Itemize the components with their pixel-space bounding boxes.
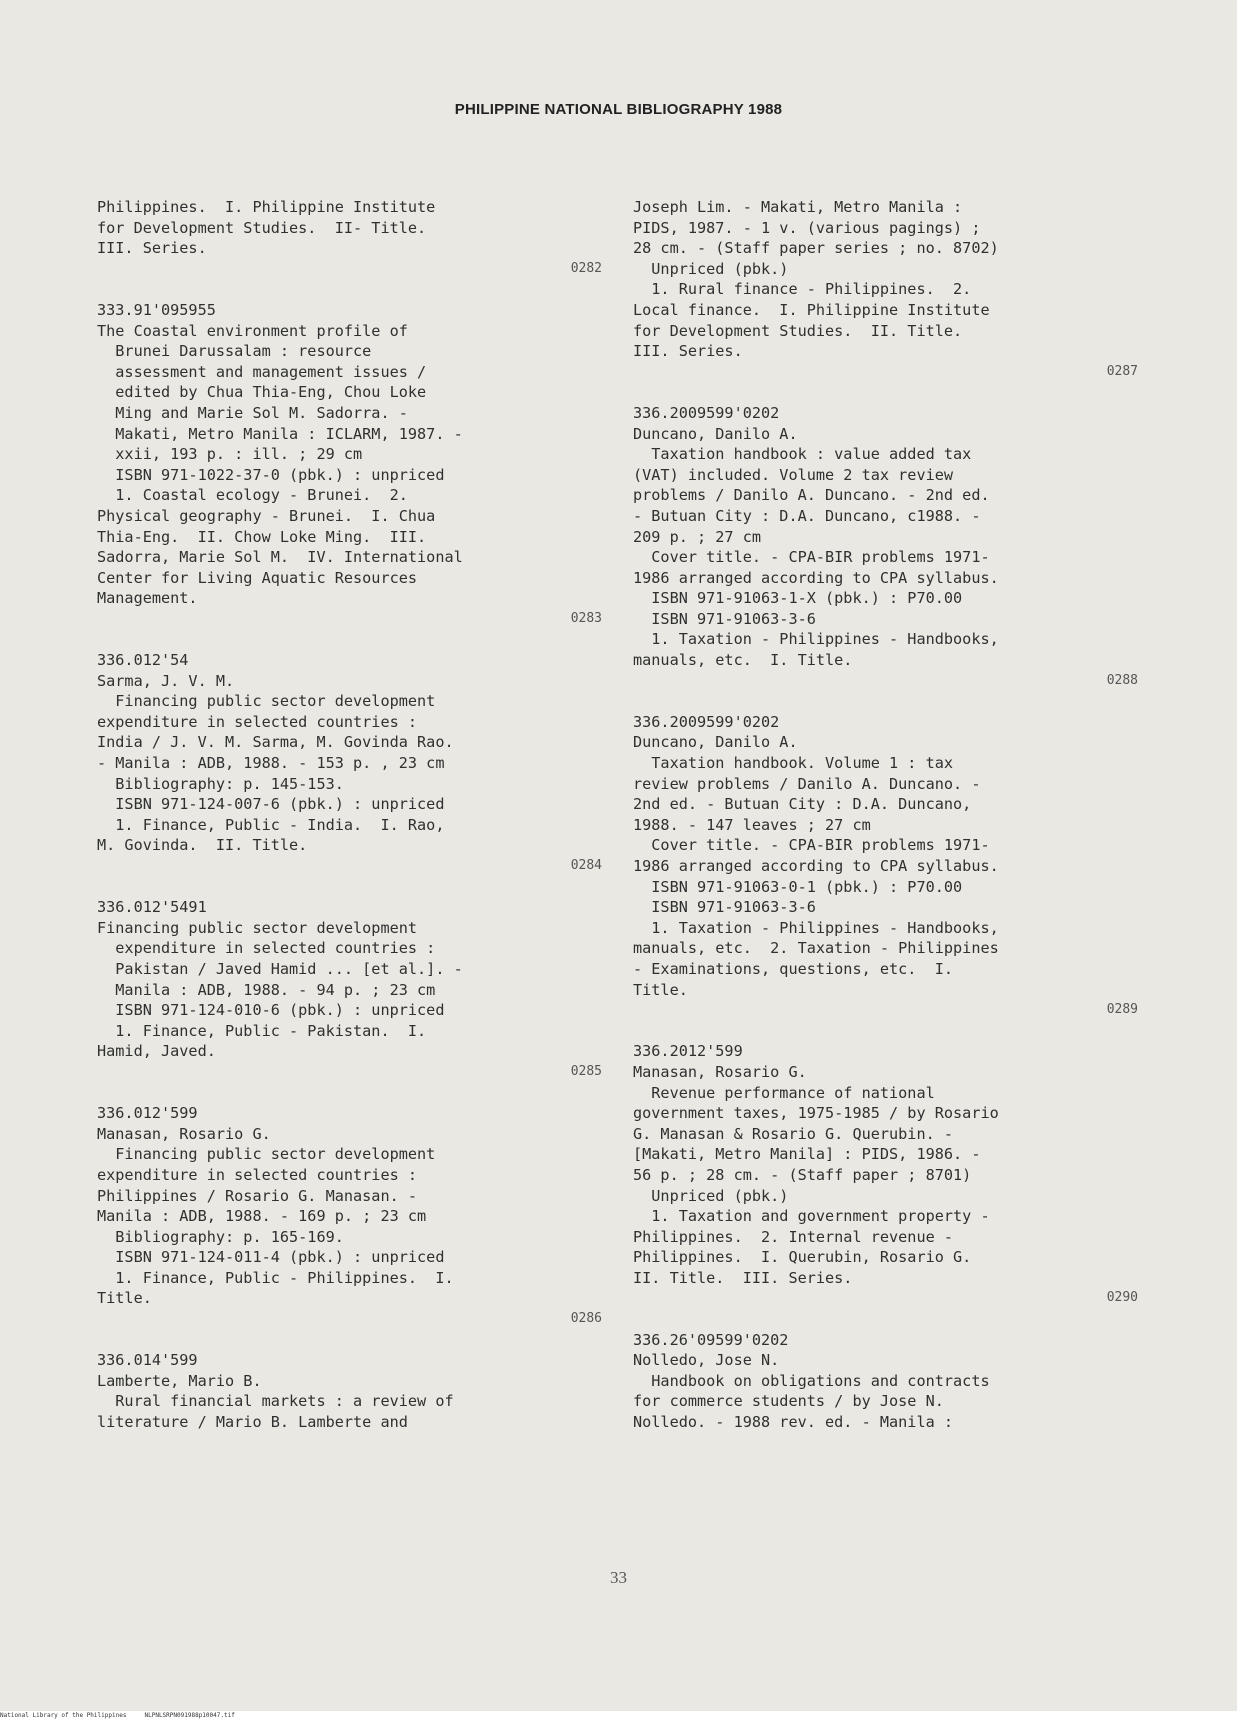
- right-column: [633, 197, 1138, 1433]
- entry-line: expenditure in selected countries :: [97, 712, 418, 731]
- entry-line: Brunei Darussalam : resource: [97, 342, 372, 361]
- bibliography-entry: [633, 712, 1138, 1021]
- entry-line: Cover title. - CPA-BIR problems 1971-: [633, 548, 990, 567]
- entry-spacer: [97, 279, 602, 300]
- entry-spacer: [97, 1330, 602, 1351]
- entry-number: 0282: [570, 260, 602, 276]
- entry-line: - Manila : ADB, 1988. - 153 p. , 23 cm: [97, 754, 445, 773]
- entry-line: manuals, etc. 2. Taxation - Philippines: [633, 939, 999, 958]
- entry-line: 1. Taxation and government property -: [633, 1207, 990, 1226]
- bibliography-entry: [97, 650, 602, 877]
- entry-spacer: [633, 382, 1138, 403]
- entry-number: 0289: [1106, 1002, 1138, 1018]
- bibliography-entry: [97, 897, 602, 1082]
- entry-number: 0283: [570, 610, 602, 626]
- entry-line: Philippines / Rosario G. Manasan. -: [97, 1186, 418, 1205]
- entry-line: Handbook on obligations and contracts: [633, 1371, 990, 1390]
- left-column: [97, 197, 602, 1433]
- entry-line: Joseph Lim. - Makati, Metro Manila :: [633, 198, 963, 216]
- entry-line: The Coastal environment profile of: [97, 321, 408, 340]
- entry-line: problems / Danilo A. Duncano. - 2nd ed.: [633, 486, 990, 505]
- page-header: PHILIPPINE NATIONAL BIBLIOGRAPHY 1988: [454, 101, 783, 118]
- entry-line: 336.26'09599'0202: [633, 1330, 789, 1349]
- entry-line: 336.2009599'0202: [633, 403, 780, 422]
- entry-line: Cover title. - CPA-BIR problems 1971-: [633, 836, 990, 855]
- entry-line: M. Govinda. II. Title.: [97, 836, 308, 855]
- entry-spacer: [97, 877, 602, 898]
- entry-line: 1986 arranged according to CPA syllabus.: [633, 568, 999, 587]
- entry-line: 56 p. ; 28 cm. - (Staff paper ; 8701): [633, 1165, 972, 1184]
- bibliography-entry: [633, 197, 1138, 382]
- entry-line: - Butuan City : D.A. Duncano, c1988. -: [633, 506, 981, 525]
- entry-line: 336.014'599: [97, 1351, 198, 1370]
- entry-line: xxii, 193 p. : ill. ; 29 cm: [97, 445, 363, 464]
- entry-line: Duncano, Danilo A.: [633, 424, 798, 443]
- entry-line: 1. Taxation - Philippines - Handbooks,: [633, 630, 999, 649]
- entry-line: III. Series.: [97, 239, 207, 258]
- bibliography-entry: [97, 300, 602, 630]
- entry-line: 1. Finance, Public - Philippines. I.: [97, 1268, 454, 1287]
- entry-line: Duncano, Danilo A.: [633, 733, 798, 752]
- entry-line: Manila : ADB, 1988. - 169 p. ; 23 cm: [97, 1207, 427, 1226]
- entry-line: 209 p. ; 27 cm: [633, 527, 762, 546]
- entry-line: ISBN 971-91063-0-1 (pbk.) : P70.00: [633, 877, 963, 896]
- entry-line: 336.012'5491: [97, 898, 207, 917]
- entry-line: 1986 arranged according to CPA syllabus.: [633, 857, 999, 875]
- entry-line: ISBN 971-124-010-6 (pbk.) : unpriced: [97, 1001, 445, 1020]
- entry-line: Unpriced (pbk.): [633, 259, 789, 278]
- entry-line: Sadorra, Marie Sol M. IV. International: [97, 548, 463, 567]
- entry-line: (VAT) included. Volume 2 tax review: [633, 465, 954, 484]
- bibliography-entry: [97, 1350, 602, 1432]
- entry-number: 0290: [1106, 1290, 1138, 1306]
- entry-number: 0285: [570, 1063, 602, 1079]
- entry-line: PIDS, 1987. - 1 v. (various pagings) ;: [633, 218, 981, 237]
- entry-line: 1. Rural finance - Philippines. 2.: [633, 280, 972, 299]
- entry-line: 336.012'599: [97, 1104, 198, 1123]
- entry-line: Makati, Metro Manila : ICLARM, 1987. -: [97, 424, 463, 443]
- entry-line: review problems / Danilo A. Duncano. -: [633, 774, 981, 793]
- footer-source: National Library of the Philippines: [0, 1712, 127, 1719]
- scan-footer: [0, 1711, 1237, 1720]
- entry-line: Hamid, Javed.: [97, 1042, 216, 1061]
- entry-line: expenditure in selected countries :: [97, 1165, 418, 1184]
- entry-line: - Examinations, questions, etc. I.: [633, 959, 954, 978]
- entry-spacer: [633, 1309, 1138, 1330]
- entry-line: Nolledo. - 1988 rev. ed. - Manila :: [633, 1413, 954, 1432]
- entry-number: 0286: [570, 1311, 602, 1327]
- entry-line: 333.91'095955: [97, 300, 216, 319]
- entry-line: Physical geography - Brunei. I. Chua: [97, 506, 436, 525]
- entry-line: Bibliography: p. 145-153.: [97, 774, 344, 793]
- entry-spacer: [97, 629, 602, 650]
- page-number: 33: [610, 1568, 627, 1587]
- entry-line: [Makati, Metro Manila] : PIDS, 1986. -: [633, 1145, 981, 1164]
- entry-line: G. Manasan & Rosario G. Querubin. -: [633, 1124, 954, 1143]
- entry-line: Ming and Marie Sol M. Sadorra. -: [97, 403, 408, 422]
- entry-line: 336.012'54: [97, 651, 189, 670]
- entry-line: II. Title. III. Series.: [633, 1268, 853, 1287]
- entry-line: 2nd ed. - Butuan City : D.A. Duncano,: [633, 795, 972, 814]
- entry-line: 336.2009599'0202: [633, 712, 780, 731]
- entry-line: Philippines. 2. Internal revenue -: [633, 1227, 954, 1246]
- entry-line: Nolledo, Jose N.: [633, 1351, 780, 1370]
- entry-line: for Development Studies. II- Title.: [97, 218, 427, 237]
- entry-line: ISBN 971-124-011-4 (pbk.) : unpriced: [97, 1248, 445, 1267]
- entry-line: Rural financial markets : a review of: [97, 1392, 454, 1411]
- entry-line: 1. Finance, Public - Pakistan. I.: [97, 1021, 427, 1040]
- entry-line: Financing public sector development: [97, 918, 418, 937]
- entry-line: Local finance. I. Philippine Institute: [633, 300, 990, 319]
- entry-line: Management.: [97, 589, 198, 608]
- entry-line: III. Series.: [633, 342, 743, 361]
- entry-line: Title.: [633, 980, 688, 999]
- entry-line: Lamberte, Mario B.: [97, 1371, 262, 1390]
- entry-line: Sarma, J. V. M.: [97, 671, 235, 690]
- entry-spacer: [633, 691, 1138, 712]
- entry-line: Bibliography: p. 165-169.: [97, 1227, 344, 1246]
- entry-line: Financing public sector development: [97, 1145, 436, 1164]
- entry-line: government taxes, 1975-1985 / by Rosario: [633, 1104, 999, 1123]
- entry-line: ISBN 971-124-007-6 (pbk.) : unpriced: [97, 795, 445, 814]
- entry-line: India / J. V. M. Sarma, M. Govinda Rao.: [97, 733, 454, 752]
- entry-line: 1988. - 147 leaves ; 27 cm: [633, 815, 871, 834]
- bibliography-entry: [633, 403, 1138, 691]
- entry-line: Taxation handbook : value added tax: [633, 445, 972, 464]
- entry-line: for Development Studies. II. Title.: [633, 321, 963, 340]
- entry-line: ISBN 971-91063-3-6: [633, 898, 816, 917]
- entry-line: manuals, etc. I. Title.: [633, 651, 853, 670]
- bibliography-entry: [97, 197, 602, 279]
- entry-line: literature / Mario B. Lamberte and: [97, 1413, 408, 1432]
- entry-line: Title.: [97, 1289, 152, 1308]
- entry-line: for commerce students / by Jose N.: [633, 1392, 944, 1411]
- entry-line: Pakistan / Javed Hamid ... [et al.]. -: [97, 959, 463, 978]
- entry-line: Philippines. I. Philippine Institute: [97, 198, 436, 216]
- entry-line: Manila : ADB, 1988. - 94 p. ; 23 cm: [97, 980, 436, 999]
- entry-line: expenditure in selected countries :: [97, 939, 436, 958]
- entry-line: Philippines. I. Querubin, Rosario G.: [633, 1248, 972, 1267]
- entry-number: 0287: [1106, 363, 1138, 379]
- entry-line: Unpriced (pbk.): [633, 1186, 789, 1205]
- entry-spacer: [633, 1021, 1138, 1042]
- entry-line: assessment and management issues /: [97, 362, 427, 381]
- entry-line: 336.2012'599: [633, 1042, 743, 1061]
- entry-line: Manasan, Rosario G.: [633, 1062, 807, 1081]
- entry-line: 1. Taxation - Philippines - Handbooks,: [633, 918, 999, 937]
- entry-spacer: [97, 1083, 602, 1104]
- bibliography-entry: [633, 1330, 1138, 1433]
- entry-line: 1. Coastal ecology - Brunei. 2.: [97, 486, 408, 505]
- entry-line: ISBN 971-91063-1-X (pbk.) : P70.00: [633, 589, 963, 608]
- entry-line: 1. Finance, Public - India. I. Rao,: [97, 815, 445, 834]
- entry-line: edited by Chua Thia-Eng, Chou Loke: [97, 383, 427, 402]
- bibliography-entry: [633, 1041, 1138, 1309]
- entry-line: Financing public sector development: [97, 692, 436, 711]
- bibliography-entry: [97, 1103, 602, 1330]
- entry-line: 28 cm. - (Staff paper series ; no. 8702): [633, 239, 999, 258]
- entry-line: Thia-Eng. II. Chow Loke Ming. III.: [97, 527, 427, 546]
- entry-line: Taxation handbook. Volume 1 : tax: [633, 754, 954, 773]
- entry-line: Manasan, Rosario G.: [97, 1124, 271, 1143]
- entry-line: Revenue performance of national: [633, 1083, 935, 1102]
- footer-filename: NLPNLSRPN091988p10047.tif: [144, 1712, 235, 1719]
- entry-number: 0288: [1106, 672, 1138, 688]
- entry-line: Center for Living Aquatic Resources: [97, 568, 418, 587]
- entry-line: ISBN 971-1022-37-0 (pbk.) : unpriced: [97, 465, 445, 484]
- entry-number: 0284: [570, 858, 602, 873]
- entry-line: ISBN 971-91063-3-6: [633, 609, 816, 628]
